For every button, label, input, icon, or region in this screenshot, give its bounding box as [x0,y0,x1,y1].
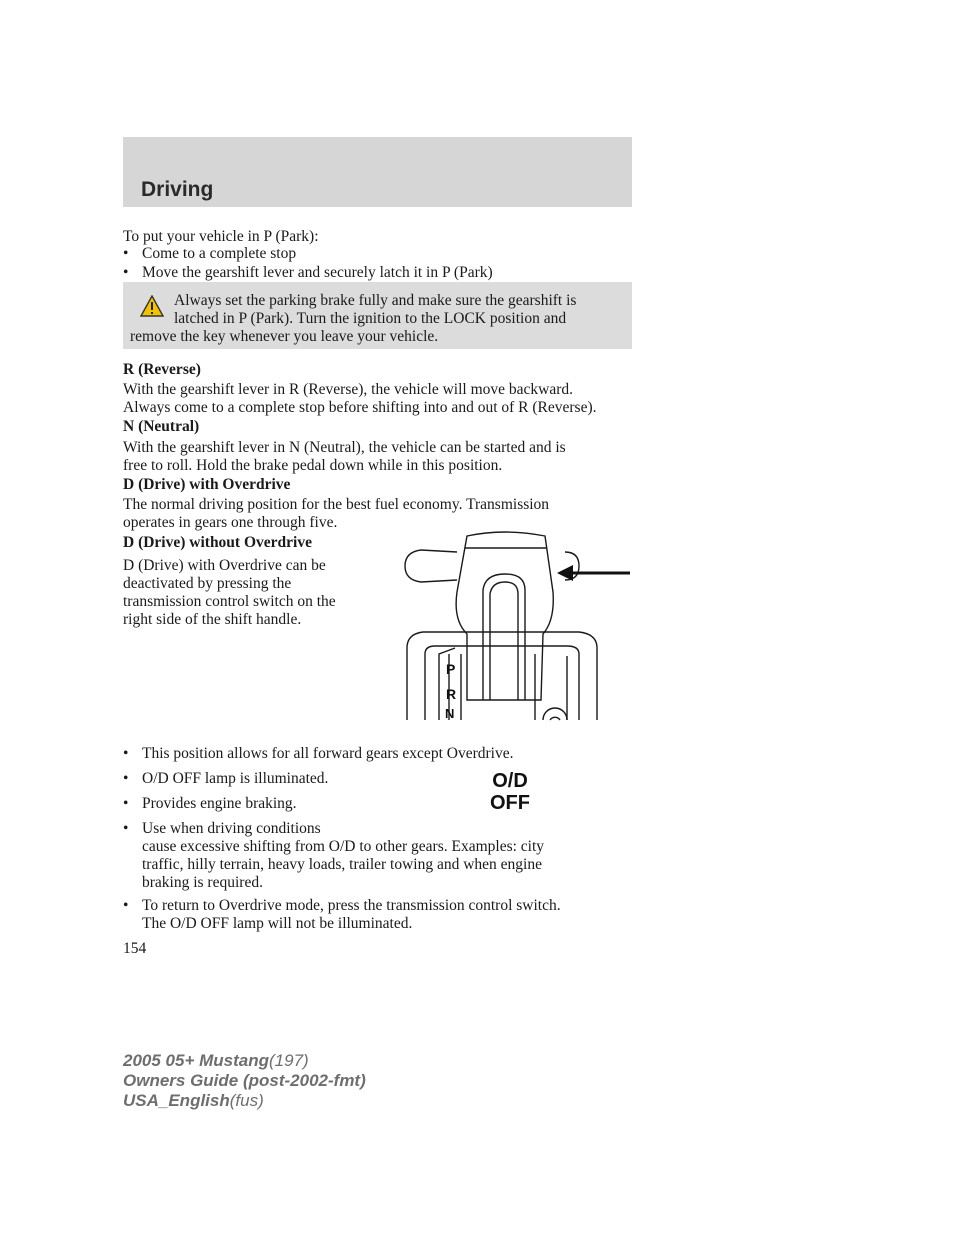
footer-line: USA_English(fus) [123,1091,264,1110]
arrow-left-icon [557,565,630,581]
drive-od-text: The normal driving position for the best fuel economy. Transmission [123,496,550,513]
neutral-text: With the gearshift lever in N (Neutral), the vehicle can be started and is [123,439,566,456]
gear-label-r: R [446,686,457,702]
bullet-icon: • [123,745,129,762]
od-off-lamp-symbol [460,770,560,814]
bullet-icon: • [123,795,129,812]
reverse-heading: R (Reverse) [123,361,201,378]
bullet-icon: • [123,770,129,787]
warning-line: remove the key whenever you leave your vehicle. [130,328,439,345]
reverse-text: Always come to a complete stop before shifting into and out of R (Reverse). [123,399,597,416]
warning-line: latched in P (Park). Turn the ignition to the LOCK position and [174,310,567,327]
bullet-icon: • [123,820,129,837]
warning-triangle-icon [140,295,164,317]
od-lamp-line: O/D [492,770,528,792]
od-lamp-line: OFF [490,792,530,814]
section-title: Driving [141,178,214,201]
neutral-text: free to roll. Hold the brake pedal down while in this position. [123,457,503,474]
drive-od-text: operates in gears one through five. [123,514,338,531]
page-number: 154 [123,940,147,957]
gear-label-p: P [446,661,456,677]
warning-line: Always set the parking brake fully and make sure the gearshift is [174,292,577,309]
drive-no-od-text: right side of the shift handle. [123,611,302,628]
gear-label-n: N [445,706,455,721]
drive-no-od-text: transmission control switch on the [123,593,336,610]
footer-line: 2005 05+ Mustang(197) [123,1051,309,1070]
drive-no-od-text: deactivated by pressing the [123,575,292,592]
bullet-icon: • [123,264,129,281]
reverse-text: With the gearshift lever in R (Reverse), the vehicle will move backward. [123,381,574,398]
footer-line: Owners Guide (post-2002-fmt) [123,1071,366,1090]
bullet-icon: • [123,897,129,914]
warning-box [123,282,632,349]
drive-no-od-text: D (Drive) with Overdrive can be [123,557,326,574]
gearshift-illustration [395,530,635,722]
drive-no-od-heading: D (Drive) without Overdrive [123,534,312,551]
bullet-icon: • [123,245,129,262]
neutral-heading: N (Neutral) [123,418,200,435]
park-intro: To put your vehicle in P (Park): [123,228,319,245]
drive-od-heading: D (Drive) with Overdrive [123,476,291,493]
